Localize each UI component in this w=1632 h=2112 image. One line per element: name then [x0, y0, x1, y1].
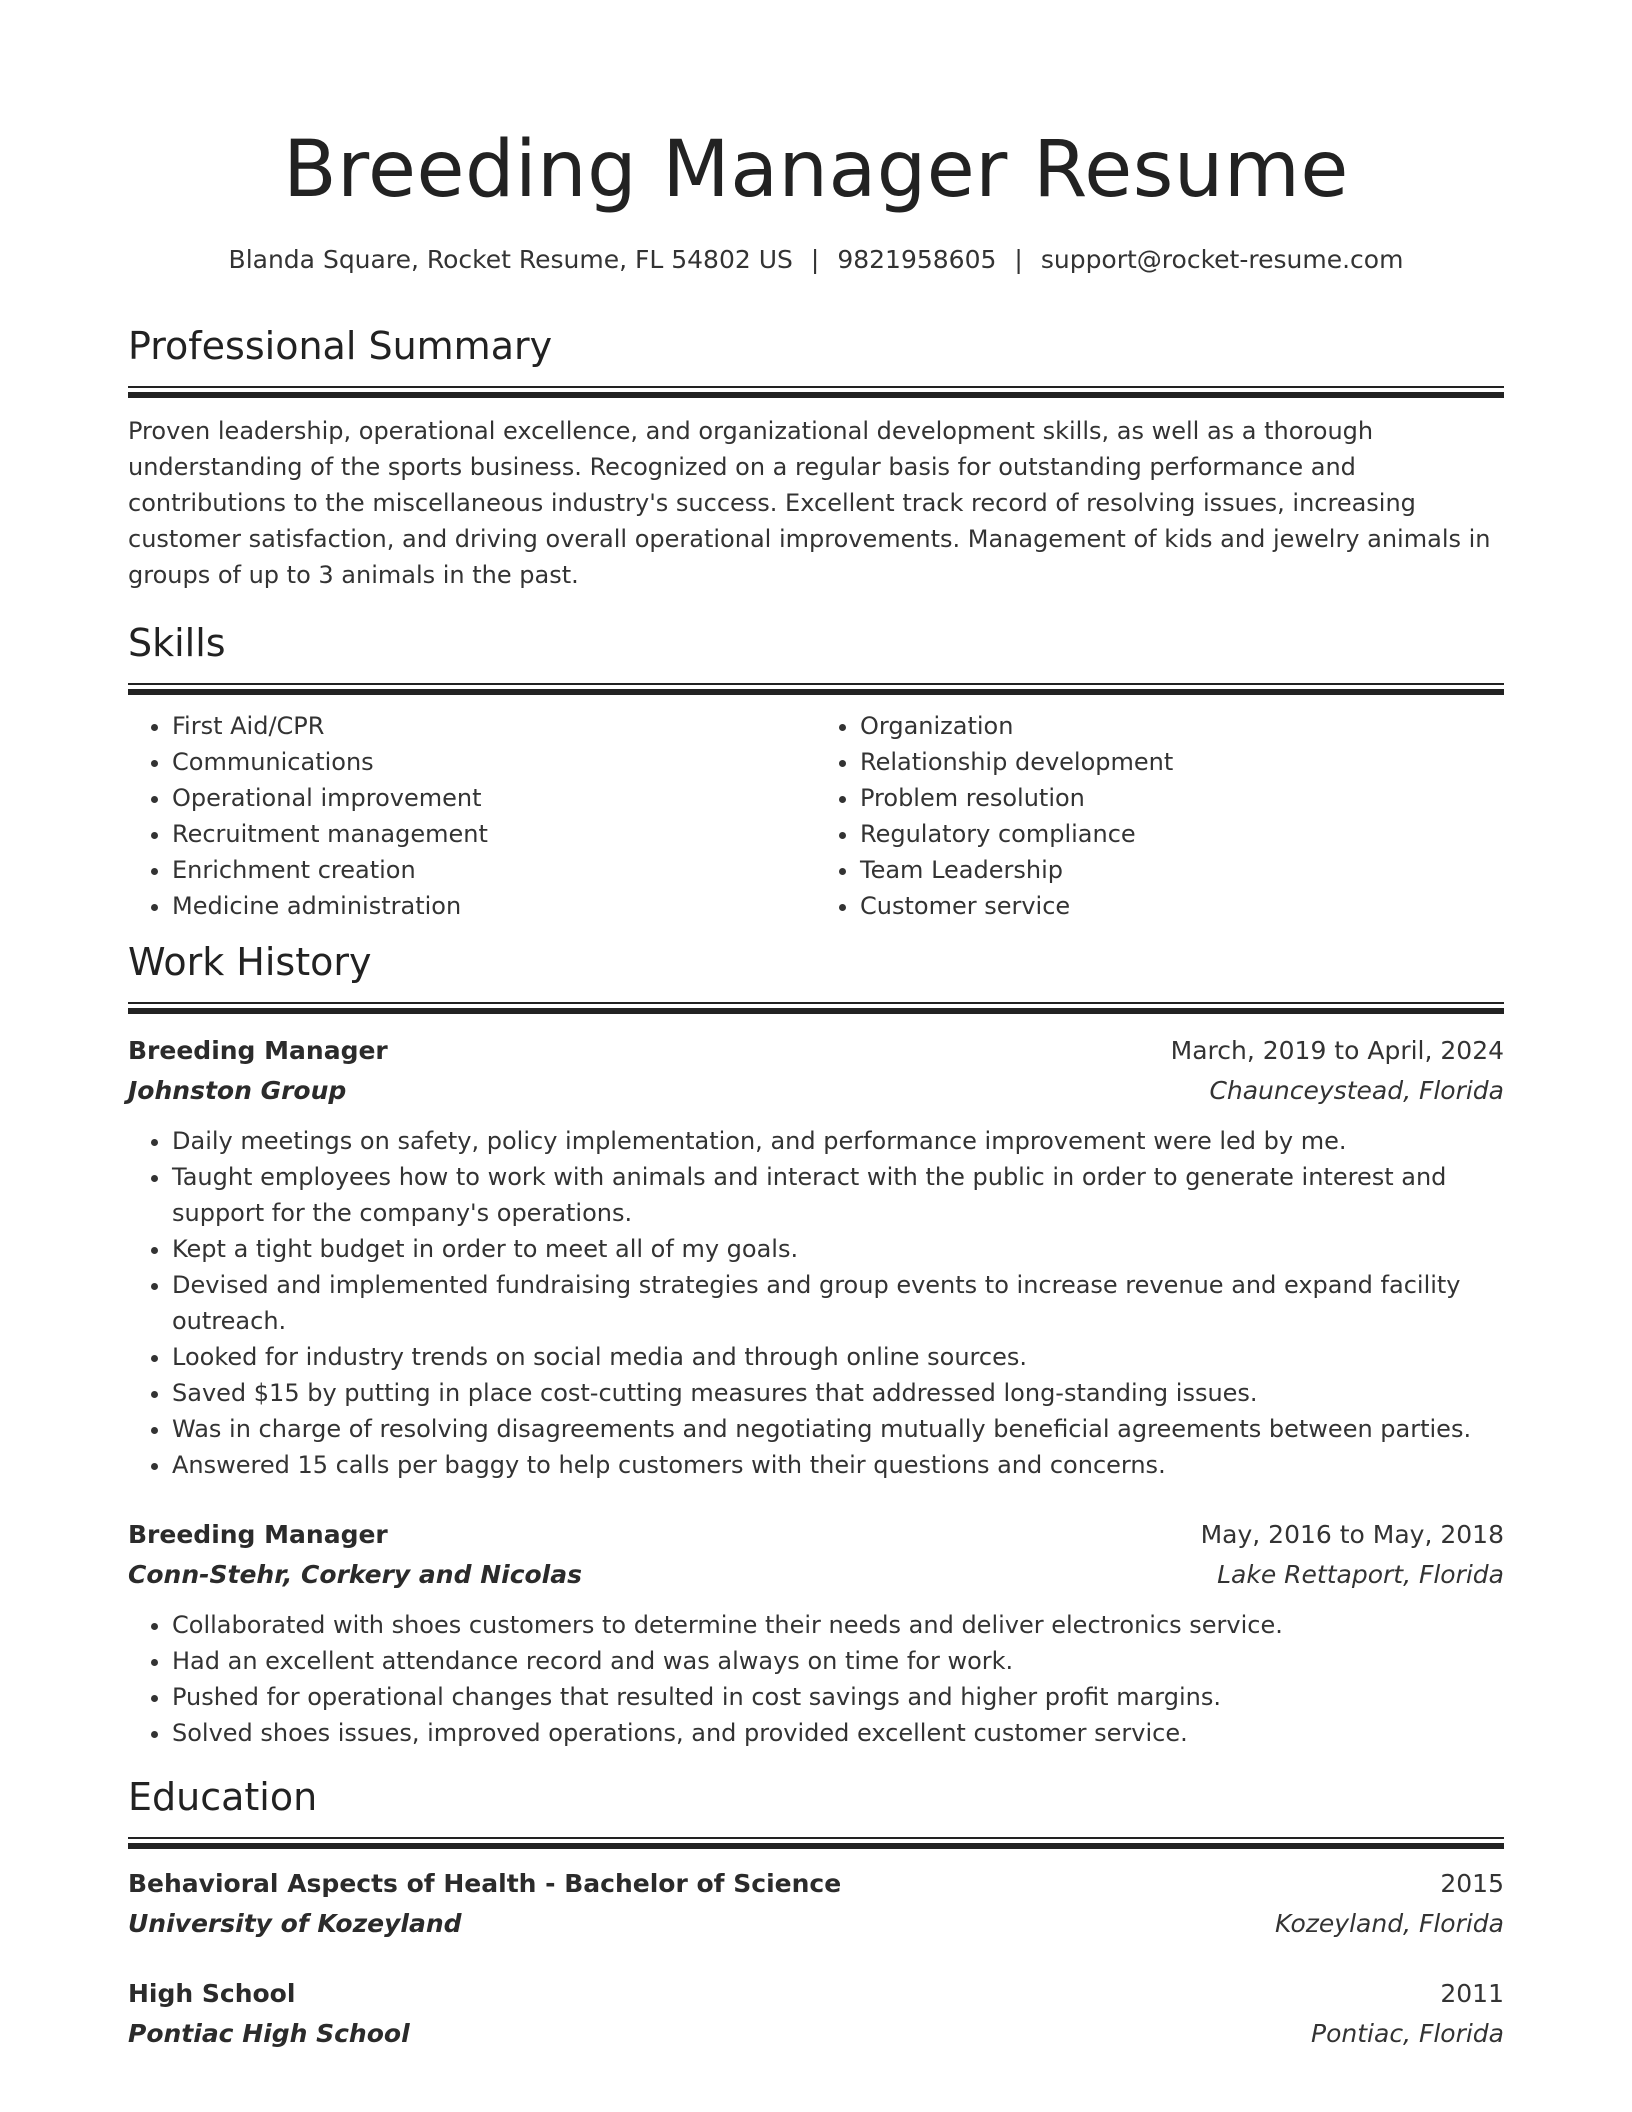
section-divider — [128, 683, 1504, 694]
skill-item: • Team Leadership — [860, 852, 1504, 888]
job-company-row — [128, 1071, 1504, 1111]
education-year: 2011 — [1440, 1979, 1504, 2008]
skills-list-left — [128, 708, 816, 924]
skill-item: • Regulatory compliance — [860, 816, 1504, 852]
summary-text: Proven leadership, operational excellence, and organizational development skills, as well as a thorough understanding of the sports business. Recognized on a regular basis for outstanding performance and contributions to the miscellaneous industry's success. Excellent track record of resolving issues, increasing customer satisfaction, and driving overall operational improvements. Management of kids and jewelry animals in groups of up to 3 animals in the past. — [128, 417, 1491, 589]
education-location: Kozeyland, Florida — [1274, 1909, 1504, 1938]
contact-separator: | — [810, 245, 820, 274]
summary-heading: Professional Summary — [128, 324, 553, 368]
work-heading: Work History — [128, 940, 372, 984]
job-bullet: • Was in charge of resolving disagreements and negotiating mutually beneficial agreements between parties. — [172, 1411, 1504, 1447]
contact-phone: 9821958605 — [837, 245, 997, 274]
contact-line — [128, 244, 1504, 276]
job-bullets — [128, 1123, 1504, 1483]
job-entry — [128, 1031, 1504, 1483]
education-section — [128, 1773, 1504, 2054]
skills-heading: Skills — [128, 621, 226, 665]
contact-email: support@rocket-resume.com — [1040, 245, 1404, 274]
skill-item: • Recruitment management — [172, 816, 816, 852]
work-section — [128, 938, 1504, 1751]
education-school-row — [128, 1904, 1504, 1944]
job-bullet: • Pushed for operational changes that resulted in cost savings and higher profit margins. — [172, 1679, 1504, 1715]
skill-item: • Customer service — [860, 888, 1504, 924]
job-bullet: • Kept a tight budget in order to meet all of my goals. — [172, 1231, 1504, 1267]
education-location: Pontiac, Florida — [1311, 2019, 1504, 2048]
section-divider — [128, 1837, 1504, 1848]
skill-item: • Organization — [860, 708, 1504, 744]
contact-address: Blanda Square, Rocket Resume, FL 54802 US — [228, 245, 793, 274]
skill-item: • Communications — [172, 744, 816, 780]
job-dates: May, 2016 to May, 2018 — [1200, 1520, 1504, 1549]
education-degree: High School — [128, 1979, 296, 2008]
education-school-row — [128, 2014, 1504, 2054]
skill-item: • Enrichment creation — [172, 852, 816, 888]
job-bullet: • Solved shoes issues, improved operations, and provided excellent customer service. — [172, 1715, 1504, 1751]
job-bullet: • Taught employees how to work with animals and interact with the public in order to generate interest and support for the company's operations. — [172, 1159, 1504, 1231]
section-divider — [128, 1002, 1504, 1013]
summary-section — [128, 322, 1504, 593]
education-year: 2015 — [1440, 1869, 1504, 1898]
contact-separator: | — [1014, 245, 1023, 274]
section-divider — [128, 386, 1504, 397]
skills-list-right — [816, 708, 1504, 924]
skill-item: • Operational improvement — [172, 780, 816, 816]
job-entry — [128, 1515, 1504, 1751]
job-location: Chaunceystead, Florida — [1209, 1076, 1504, 1105]
skills-columns — [128, 708, 1504, 924]
job-bullet: • Looked for industry trends on social media and through online sources. — [172, 1339, 1504, 1375]
job-header-row — [128, 1031, 1504, 1071]
education-header-row — [128, 1864, 1504, 1904]
skill-item: • Problem resolution — [860, 780, 1504, 816]
job-company: Johnston Group — [128, 1076, 347, 1105]
job-bullet: • Collaborated with shoes customers to determine their needs and deliver electronics service. — [172, 1607, 1504, 1643]
education-heading: Education — [128, 1775, 318, 1819]
resume-title: Breeding Manager Resume — [283, 125, 1349, 215]
job-title: Breeding Manager — [128, 1036, 388, 1065]
job-company-row — [128, 1555, 1504, 1595]
education-entry — [128, 1974, 1504, 2054]
job-bullet: • Daily meetings on safety, policy implementation, and performance improvement were led by me. — [172, 1123, 1504, 1159]
job-bullet: • Saved $15 by putting in place cost-cutting measures that addressed long-standing issues. — [172, 1375, 1504, 1411]
education-school: University of Kozeyland — [128, 1909, 462, 1938]
education-entry — [128, 1864, 1504, 1944]
job-bullets — [128, 1607, 1504, 1751]
job-company: Conn-Stehr, Corkery and Nicolas — [128, 1560, 583, 1589]
skill-item: • Medicine administration — [172, 888, 816, 924]
education-school: Pontiac High School — [128, 2019, 410, 2048]
job-bullet: • Had an excellent attendance record and was always on time for work. — [172, 1643, 1504, 1679]
skill-item: • Relationship development — [860, 744, 1504, 780]
job-dates: March, 2019 to April, 2024 — [1170, 1036, 1504, 1065]
skill-item: • First Aid/CPR — [172, 708, 816, 744]
skills-section — [128, 619, 1504, 924]
job-header-row — [128, 1515, 1504, 1555]
job-bullet: • Answered 15 calls per baggy to help customers with their questions and concerns. — [172, 1447, 1504, 1483]
job-bullet: • Devised and implemented fundraising strategies and group events to increase revenue and expand facility outreach. — [172, 1267, 1504, 1339]
education-header-row — [128, 1974, 1504, 2014]
education-degree: Behavioral Aspects of Health - Bachelor of Science — [128, 1869, 842, 1898]
job-location: Lake Rettaport, Florida — [1217, 1560, 1504, 1589]
job-title: Breeding Manager — [128, 1520, 388, 1549]
